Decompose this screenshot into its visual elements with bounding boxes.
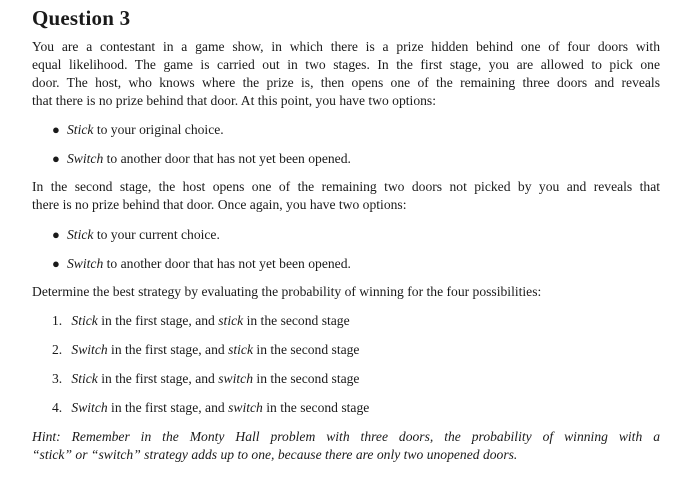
second-choice: switch — [218, 371, 254, 386]
item-end: in the second stage — [262, 400, 370, 415]
option-text: to your original choice. — [93, 122, 224, 137]
intro-line: equal likelihood. The game is carried out in two stages. In the first stage, you are allowed to pick one — [32, 57, 660, 72]
bullet-icon: ● — [52, 256, 60, 271]
item-middle: in the first stage, and — [107, 342, 229, 357]
option-keyword: Switch — [67, 151, 104, 166]
stage1-option-switch — [52, 150, 351, 168]
item-number: 4. — [52, 400, 63, 415]
second-choice: switch — [228, 400, 263, 415]
first-choice: Switch — [71, 342, 108, 357]
option-text: to another door that has not yet been opened. — [103, 151, 351, 166]
stage2-paragraph — [32, 178, 660, 214]
intro-line: that there is no prize behind that door. At this point, you have two options: — [32, 93, 436, 108]
intro-line: You are a contestant in a game show, in which there is a prize hidden behind one of four doors with — [32, 39, 660, 54]
possibility-item — [52, 370, 359, 388]
hint-paragraph — [32, 428, 660, 464]
possibility-item — [52, 312, 350, 330]
option-text: to another door that has not yet been opened. — [103, 256, 351, 271]
task-text — [32, 283, 660, 301]
option-keyword: Switch — [67, 256, 104, 271]
stage2-option-switch — [52, 255, 351, 273]
possibility-item — [52, 399, 369, 417]
item-middle: in the first stage, and — [97, 371, 219, 386]
item-number: 2. — [52, 342, 63, 357]
first-choice: Switch — [71, 400, 108, 415]
first-choice: Stick — [71, 313, 98, 328]
item-middle: in the first stage, and — [107, 400, 229, 415]
possibility-item — [52, 341, 359, 359]
stage2-option-stick — [52, 226, 220, 244]
option-keyword: Stick — [67, 227, 94, 242]
bullet-icon: ● — [52, 227, 60, 242]
first-choice: Stick — [71, 371, 98, 386]
intro-line: door. The host, who knows where the prize is, then opens one of the remaining three doors and reveals — [32, 75, 660, 90]
item-middle: in the first stage, and — [97, 313, 219, 328]
option-keyword: Stick — [67, 122, 94, 137]
option-text: to your current choice. — [93, 227, 220, 242]
stage2-line: In the second stage, the host opens one of the remaining two doors not picked by you and reveals that — [32, 179, 660, 194]
item-end: in the second stage — [253, 342, 360, 357]
item-number: 1. — [52, 313, 63, 328]
task-line: Determine the best strategy by evaluating the probability of winning for the four possibilities: — [32, 284, 542, 299]
hint-line: Hint: Remember in the Monty Hall problem with three doors, the probability of winning with a — [32, 429, 660, 444]
intro-paragraph — [32, 38, 660, 110]
item-end: in the second stage — [253, 371, 360, 386]
stage2-line: there is no prize behind that door. Once again, you have two options: — [32, 197, 407, 212]
item-number: 3. — [52, 371, 63, 386]
item-end: in the second stage — [243, 313, 350, 328]
bullet-icon: ● — [52, 151, 60, 166]
stage1-option-stick — [52, 121, 224, 139]
hint-line: “stick” or “switch” strategy adds up to one, because there are only two unopened doors. — [32, 447, 518, 462]
second-choice: stick — [228, 342, 254, 357]
bullet-icon: ● — [52, 122, 60, 137]
second-choice: stick — [218, 313, 244, 328]
question-title: Question 3 — [32, 6, 131, 30]
